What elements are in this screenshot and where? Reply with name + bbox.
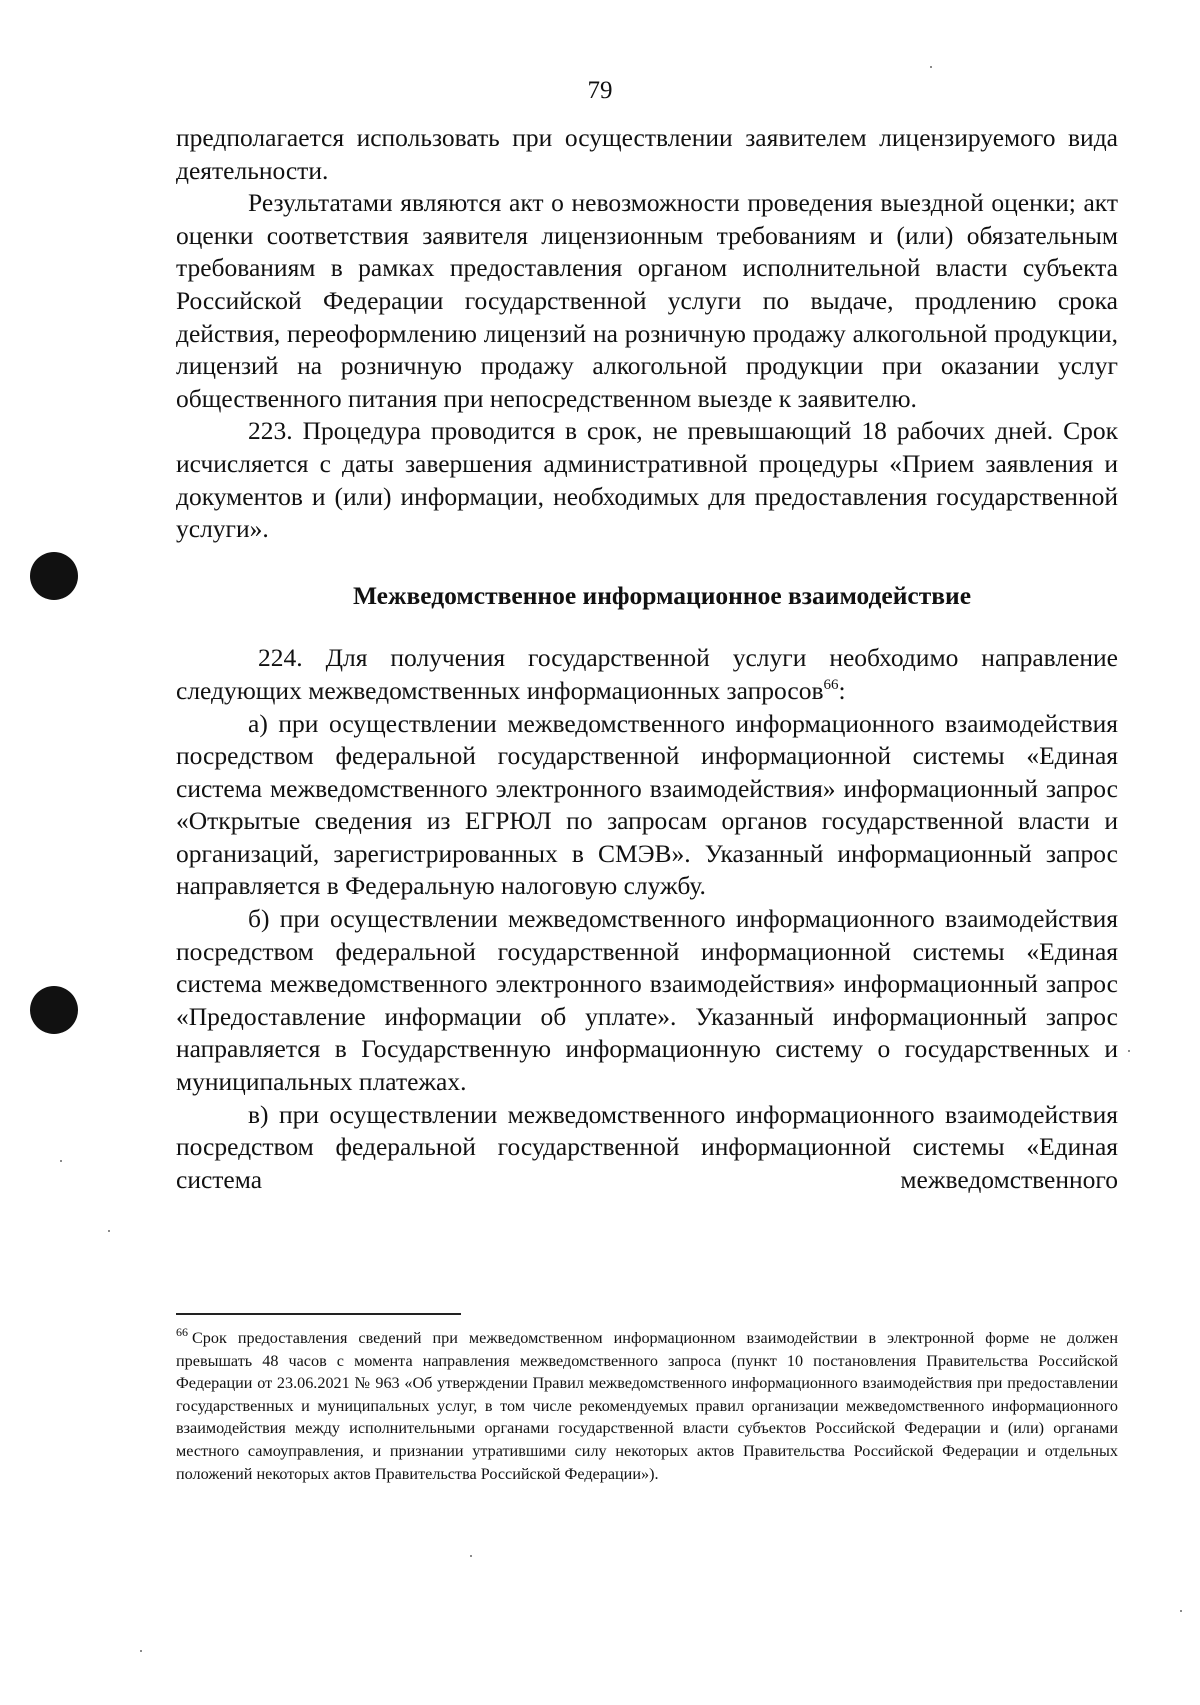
subitem-b: б) при осуществлении межведомственного информационного взаимодействия посредством федеральной государственной информационной системы «Единая система межведомственного электронного взаимодействия» информационный запрос «Предоставление информации об уплате». Указанный информационный запрос направляется в Государственную информационную систему о государственных и муниципальных платежах. [176, 904, 1118, 1097]
paragraph-224 [176, 642, 1118, 707]
subitem-v: в) при осуществлении межведомственного информационного взаимодействия посредством федеральной государственной информационной системы «Единая система межведомственного [176, 1099, 1118, 1194]
punch-hole-bottom [30, 986, 78, 1034]
scan-speck [1180, 1610, 1182, 1612]
page-number: 79 [587, 77, 613, 104]
paragraph-continuation: предполагается использовать при осуществлении заявителем лицензируемого вида деятельности. [176, 123, 1118, 185]
footnote [176, 1327, 1118, 1485]
footnote-separator [176, 1313, 461, 1315]
punch-hole-top [30, 552, 78, 600]
footnote-number: 66 [176, 1325, 188, 1339]
paragraph-224-text: 224. Для получения государственной услуги необходимо направление следующих межведомственных информационных запросов [176, 643, 1118, 705]
document-body [176, 122, 1118, 1196]
scan-speck [930, 66, 932, 68]
scan-speck [140, 1650, 142, 1652]
scan-speck [470, 1555, 472, 1557]
section-heading: Межведомственное информационное взаимодействие [352, 580, 972, 610]
paragraph-223: 223. Процедура проводится в срок, не превышающий 18 рабочих дней. Срок исчисляется с даты завершения административной процедуры «Прием заявления и документов и (или) информации, необходимых для предоставления государственной услуги». [176, 416, 1118, 544]
subitem-a: а) при осуществлении межведомственного информационного взаимодействия посредством федеральной государственной информационной системы «Единая система межведомственного электронного взаимодействия» информационный запрос «Открытые сведения из ЕГРЮЛ по запросам органов государственной власти и организаций, зарегистрированных в СМЭВ». Указанный информационный запрос направляется в Федеральную налоговую службу. [176, 708, 1118, 901]
scan-speck [1128, 1050, 1130, 1052]
footnote-text: Срок предоставления сведений при межведомственном информационном взаимодействии в электронной форме не должен превышать 48 часов с момента направления межведомственного запроса (пункт 10 постановления Правительства Российской Федерации от 23.06.2021 № 963 «Об утверждении Правил межведомственного информационного взаимодействия при предоставлении государственных и муниципальных услуг, в том числе рекомендуемых правил организации межведомственного информационного взаимодействия между исполнительными органами государственной власти субъектов Российской Федерации и (или) органами местного самоуправления, и признании утратившими силу некоторых актов Правительства Российской Федерации и отдельных положений некоторых актов Правительства Российской Федерации»). [176, 1329, 1118, 1483]
scan-speck [60, 1160, 62, 1162]
paragraph-results: Результатами являются акт о невозможности проведения выездной оценки; акт оценки соответствия заявителя лицензионным требованиям и (или) обязательным требованиям в рамках предоставления органом исполнительной власти субъекта Российской Федерации государственной услуги по выдаче, продлению срока действия, переоформлению лицензий на розничную продажу алкогольной продукции, лицензий на розничную продажу алкогольной продукции при оказании услуг общественного питания при непосредственном выезде к заявителю. [176, 188, 1118, 413]
paragraph-224-suffix: : [838, 675, 846, 705]
footnote-reference: 66 [823, 676, 839, 693]
scan-speck [108, 1230, 110, 1232]
